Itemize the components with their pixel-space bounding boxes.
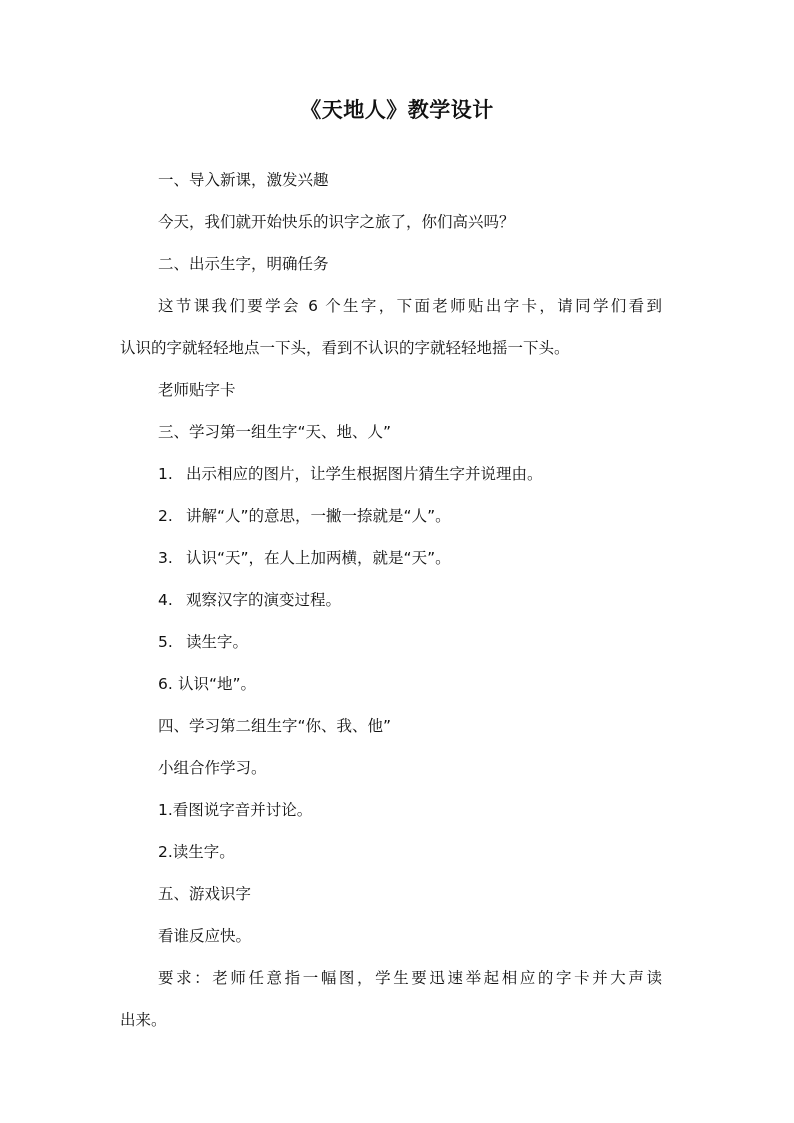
list-item-number: 2. <box>158 507 173 525</box>
paragraph-line: 认识的字就轻轻地点一下头，看到不认识的字就轻轻地摇一下头。 <box>120 339 570 357</box>
section-heading-3: 三、学习第一组生字“天、地、人” <box>158 423 392 441</box>
list-item <box>158 462 543 486</box>
paragraph: 看谁反应快。 <box>158 927 252 945</box>
paragraph: 今天，我们就开始快乐的识字之旅了，你们高兴吗？ <box>158 213 515 231</box>
paragraph: 老师贴字卡 <box>158 381 236 399</box>
paragraph: 小组合作学习。 <box>158 759 267 777</box>
list-item <box>158 504 451 528</box>
list-item-text: 认识“天”，在人上加两横，就是“天”。 <box>186 549 451 567</box>
list-item-number: 1. <box>158 465 173 483</box>
list-item <box>158 672 256 696</box>
list-item-text: 观察汉字的演变过程。 <box>186 591 342 609</box>
paragraph-line: 这节课我们要学会 6 个生字，下面老师贴出字卡，请同学们看到 <box>158 297 662 315</box>
list-item-text: 读生字。 <box>186 633 249 651</box>
list-item-number: 4. <box>158 591 173 609</box>
list-item-number: 6. <box>158 675 173 693</box>
section-heading-2: 二、出示生字，明确任务 <box>158 255 329 273</box>
paragraph-line: 要求：老师任意指一幅图，学生要迅速举起相应的字卡并大声读 <box>158 969 662 987</box>
list-item-text: 讲解“人”的意思，一撇一捺就是“人”。 <box>186 507 451 525</box>
paragraph-line: 出来。 <box>120 1011 167 1029</box>
list-item-number: 3. <box>158 549 173 567</box>
section-heading-4: 四、学习第二组生字“你、我、他” <box>158 717 392 735</box>
page-title: 《天地人》教学设计 <box>300 97 494 122</box>
list-item <box>158 630 248 654</box>
section-heading-5: 五、游戏识字 <box>158 885 252 903</box>
list-item <box>158 546 451 570</box>
list-item-text: 出示相应的图片，让学生根据图片猜生字并说理由。 <box>186 465 543 483</box>
section-heading-1: 一、导入新课，激发兴趣 <box>158 171 329 189</box>
list-item-text: 认识“地”。 <box>178 675 257 693</box>
list-item: 1.看图说字音并讨论。 <box>158 801 313 819</box>
list-item-number: 5. <box>158 633 173 651</box>
list-item <box>158 588 341 612</box>
list-item: 2.读生字。 <box>158 843 235 861</box>
